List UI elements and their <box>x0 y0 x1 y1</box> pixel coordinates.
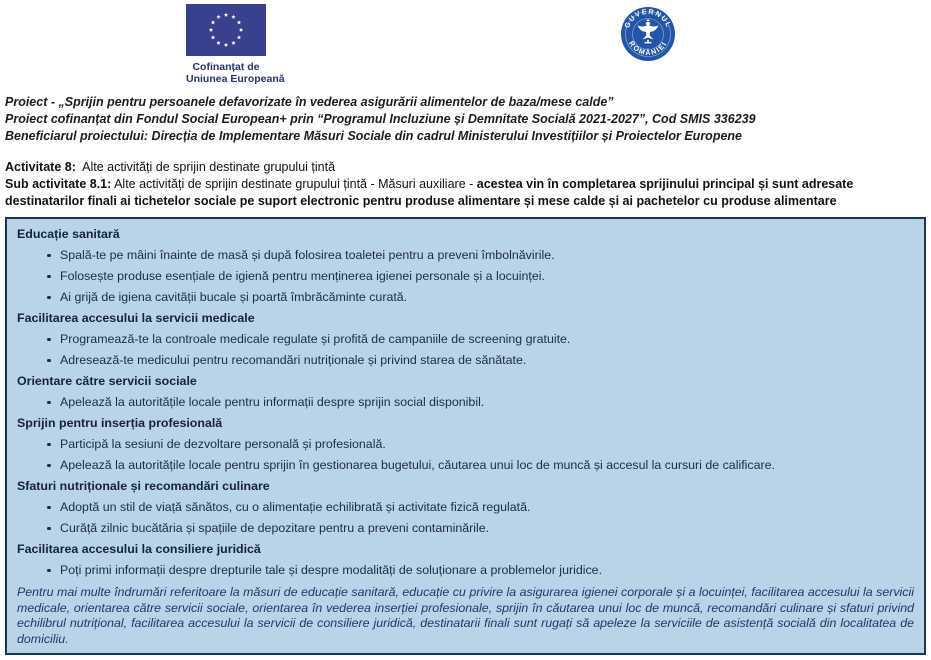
bullet-list <box>17 563 914 577</box>
gov-romania-logo <box>620 6 676 62</box>
section-heading: Sfaturi nutriționale și recomandări culinare <box>17 479 270 493</box>
bullet-item: Adresează-te medicului pentru recomandări nutriționale și privind starea de sănătate. <box>47 353 914 367</box>
activity-block <box>5 159 926 210</box>
project-beneficiary: Beneficiarul proiectului: Direcția de Implementare Măsuri Sociale din cadrul Ministerului Investițiilor și Proiectelor Europene <box>5 129 742 143</box>
bullet-list <box>17 395 914 409</box>
bullet-item: Spală-te pe mâini înainte de masă și după folosirea toaletei pentru a preveni îmbolnăvirile. <box>47 248 914 262</box>
info-section <box>17 311 914 367</box>
bullet-item: Poți primi informații despre drepturile tale și despre modalități de soluționare a problemelor juridice. <box>47 563 914 577</box>
activity-8-line <box>5 159 926 176</box>
bullet-item: Apelează la autoritățile locale pentru informații despre sprijin social disponibil. <box>47 395 914 409</box>
eu-caption <box>186 61 285 85</box>
section-heading: Facilitarea accesului la consiliere juridică <box>17 542 261 556</box>
bullet-item: Ai grijă de igiena cavității bucale și poartă îmbrăcăminte curată. <box>47 290 914 304</box>
subactivity-8-1-line <box>5 176 926 210</box>
info-section <box>17 374 914 409</box>
subactivity-8-1-label: Sub activitate 8.1: <box>5 177 112 191</box>
bullet-item: Programează-te la controale medicale regulate și profită de campaniile de screening gratuite. <box>47 332 914 346</box>
section-heading: Educație sanitară <box>17 227 120 241</box>
eu-cofunding-block <box>186 4 285 85</box>
info-section <box>17 227 914 304</box>
info-sections <box>17 227 914 577</box>
project-funding: Proiect cofinanțat din Fondul Social European+ prin “Programul Incluziune și Demnitate Socială 2021-2027”, Cod SMIS 336239 <box>5 112 756 126</box>
project-title: Proiect - „Sprijin pentru persoanele defavorizate în vederea asigurării alimentelor de baza/mese calde” <box>5 95 614 109</box>
info-section <box>17 542 914 577</box>
eu-caption-line1: Cofinanțat de <box>192 61 260 73</box>
bullet-list <box>17 248 914 304</box>
bullet-item: Adoptă un stil de viață sănătos, cu o alimentație echilibrată și activitate fizică regulată. <box>47 500 914 514</box>
section-heading: Facilitarea accesului la servicii medicale <box>17 311 255 325</box>
activity-8-text: Alte activități de sprijin destinate grupului țintă <box>82 160 336 174</box>
info-section <box>17 479 914 535</box>
section-heading: Orientare către servicii sociale <box>17 374 197 388</box>
auxiliary-measures-box <box>5 217 926 655</box>
bullet-list <box>17 332 914 367</box>
bullet-item: Curăță zilnic bucătăria și spațiile de depozitare pentru a preveni contaminările. <box>47 521 914 535</box>
bullet-item: Apelează la autoritățile locale pentru sprijin în gestionarea bugetului, căutarea unui loc de muncă și accesul la cursuri de calificare. <box>47 458 914 472</box>
header-logos <box>0 0 931 92</box>
footer-note: Pentru mai multe îndrumări referitoare la măsuri de educație sanitară, educație cu privire la asigurarea igienei corporale și a locuinței, facilitarea accesului la servicii medicale, orientarea către servicii sociale, orientarea în vederea inserției profesionale, sprijin în căutarea unui loc de muncă, recomandări culinare și sfaturi privind echilibrul nutrițional, facilitarea accesului la servicii de consiliere juridică, destinatarii finali sunt rugați să apeleze la serviciile de asistență socială din localitatea de domiciliu. <box>17 585 914 646</box>
gov-logo-bottom-text: ROMÂNIEI <box>627 39 669 58</box>
gov-logo-top-text: GUVERNUL <box>622 6 674 30</box>
section-heading: Sprijin pentru inserția profesională <box>17 416 223 430</box>
bullet-list <box>17 500 914 535</box>
bullet-item: Folosește produse esențiale de igienă pentru menținerea igienei personale și a locuinței. <box>47 269 914 283</box>
activity-8-label: Activitate 8: <box>5 160 76 174</box>
info-section <box>17 416 914 472</box>
project-header <box>5 94 931 145</box>
subactivity-8-1-bold-text: acestea vin în completarea sprijinului principal și sunt adresate destinatarilor finali ai tichetelor sociale pe suport electronic pentru produse alimentare și mese calde și ai pachetelor cu produse alimentare <box>5 177 854 208</box>
bullet-item: Participă la sesiuni de dezvoltare personală și profesională. <box>47 437 914 451</box>
eu-caption-line2: Uniunea Europeană <box>186 73 285 85</box>
bullet-list <box>17 437 914 472</box>
eu-flag-icon <box>186 4 266 56</box>
subactivity-8-1-text: Alte activități de sprijin destinate grupului țintă - Măsuri auxiliare - <box>114 177 477 191</box>
